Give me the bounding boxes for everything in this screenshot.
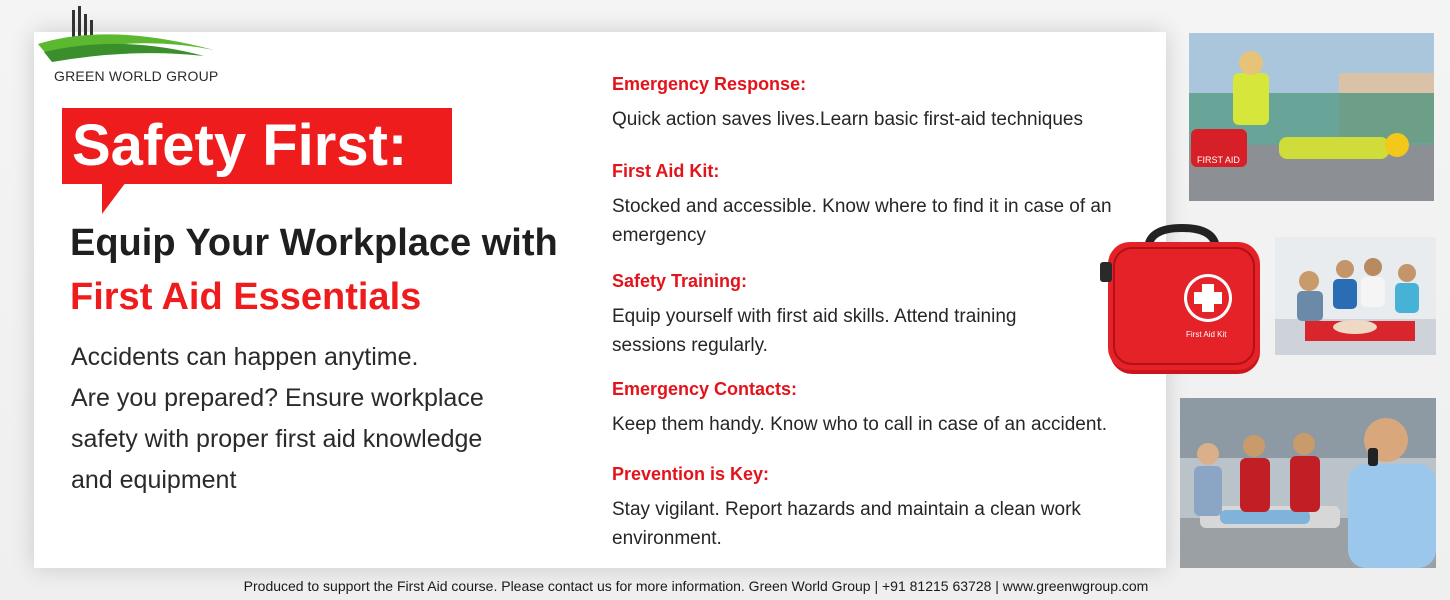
training-scene-icon	[1275, 237, 1436, 355]
section-emergency-contacts	[612, 379, 1162, 439]
headline-line-2: First Aid Essentials	[70, 276, 422, 318]
section-title: First Aid Kit:	[612, 161, 720, 181]
safety-first-banner	[62, 108, 452, 184]
intro-line: Are you prepared? Ensure workplace	[71, 384, 484, 412]
footer-note: Produced to support the First Aid course. Please contact us for more information. Green World Group | +91 81215 63728 | www.greenwgroup.com	[243, 578, 1149, 594]
bag-label: FIRST AID	[1197, 155, 1240, 165]
section-title: Emergency Contacts:	[612, 379, 798, 399]
brand-name: GREEN WORLD GROUP	[54, 68, 219, 84]
section-safety-training	[612, 271, 1082, 360]
intro-line: Accidents can happen anytime.	[71, 343, 419, 371]
section-body: Keep them handy. Know who to call in case of an accident.	[612, 414, 1108, 435]
kit-label: First Aid Kit	[1186, 330, 1227, 339]
speech-bubble-tail	[102, 182, 126, 214]
safety-first-title: Safety First:	[72, 113, 408, 178]
section-emergency-response	[612, 74, 1162, 134]
green-world-logo-icon	[38, 4, 228, 74]
intro-paragraph	[71, 337, 541, 501]
section-body: Stocked and accessible. Know where to find it in case of an emergency	[612, 196, 1112, 246]
headline-line-1: Equip Your Workplace with	[70, 222, 558, 264]
first-aid-kit-icon	[1100, 222, 1266, 378]
section-first-aid-kit	[612, 161, 1122, 250]
section-prevention	[612, 464, 1142, 553]
emergency-call-photo	[1180, 398, 1436, 568]
section-title: Safety Training:	[612, 271, 748, 291]
emergency-call-scene-icon	[1180, 398, 1436, 568]
section-body: Equip yourself with first aid skills. Attend training sessions regularly.	[612, 306, 1017, 356]
construction-first-aid-photo	[1189, 33, 1434, 201]
section-body: Stay vigilant. Report hazards and maintain a clean work environment.	[612, 499, 1081, 549]
section-body: Quick action saves lives.Learn basic first-aid techniques	[612, 109, 1084, 130]
brand-logo	[38, 4, 228, 86]
first-aid-kit-image	[1100, 222, 1266, 378]
cpr-training-photo	[1275, 237, 1436, 355]
section-title: Emergency Response:	[612, 74, 807, 94]
construction-scene-icon	[1189, 33, 1434, 201]
intro-line: safety with proper first aid knowledge	[71, 425, 483, 453]
section-title: Prevention is Key:	[612, 464, 770, 484]
intro-line: and equipment	[71, 466, 237, 494]
